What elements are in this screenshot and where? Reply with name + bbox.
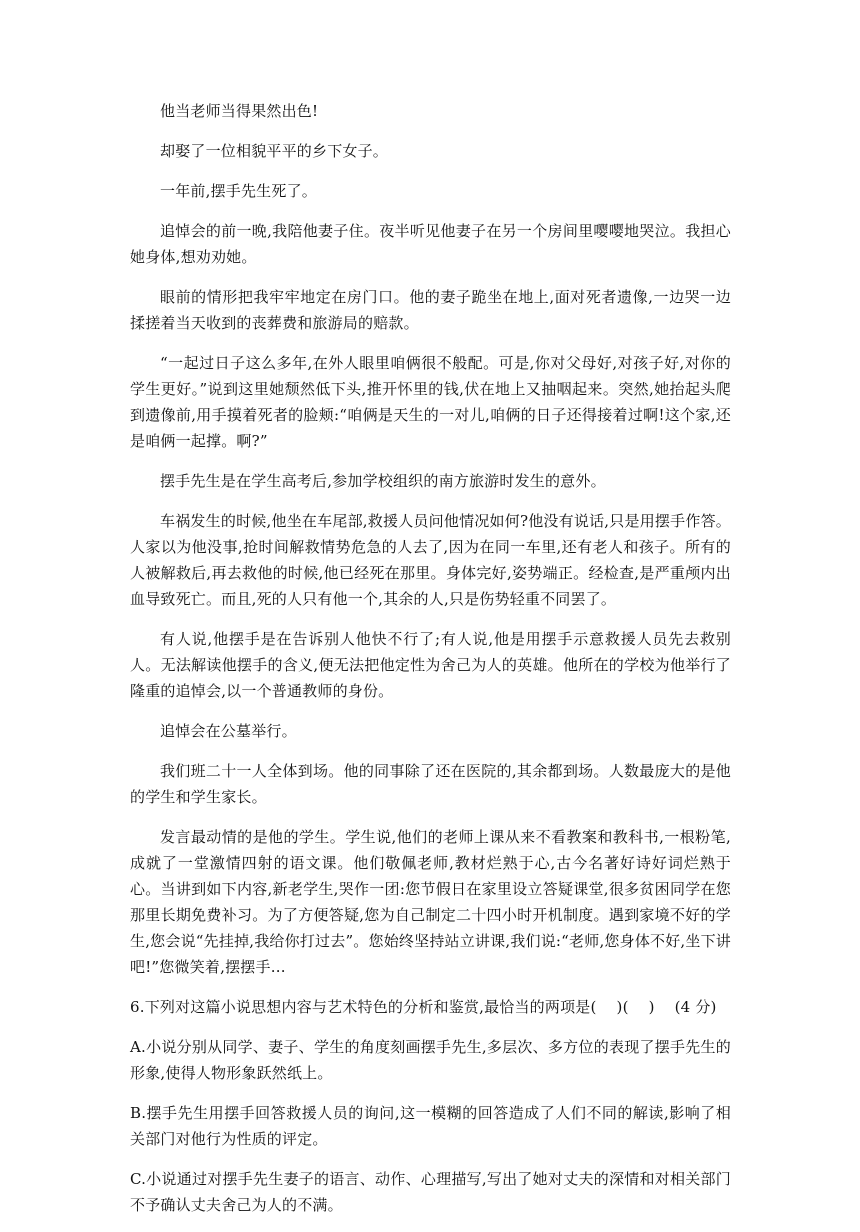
question-stem-mid: )(: [616, 998, 629, 1016]
paragraph: 眼前的情形把我牢牢地定在房门口。他的妻子跪坐在地上,面对死者遗像,一边哭一边揉搓着当天收到的丧葬费和旅游局的赔款。: [130, 288, 731, 332]
paragraph: 追悼会的前一晚,我陪他妻子住。夜半听见他妻子在另一个房间里嘤嘤地哭泣。我担心她身体,想劝劝她。: [130, 222, 731, 266]
story-body: [130, 98, 731, 1232]
question-score: (4 分): [674, 998, 717, 1016]
paragraph: “一起过日子这么多年,在外人眼里咱俩很不般配。可是,你对父母好,对孩子好,对你的学生更好。”说到这里她颓然低下头,推开怀里的钱,伏在地上又抽咽起来。突然,她抬起头爬到遗像前,用手摸着死者的脸颊:“咱俩是天生的一对儿,咱俩的日子还得接着过啊!这个家,还是咱俩一起撑。啊?”: [130, 354, 731, 450]
option-a: A.小说分别从同学、妻子、学生的角度刻画摆手先生,多层次、多方位的表现了摆手先生的形象,使得人物形象跃然纸上。: [130, 1038, 731, 1082]
paragraph: 车祸发生的时候,他坐在车尾部,救援人员问他情况如何?他没有说话,只是用摆手作答。人家以为他没事,抢时间解救情势危急的人去了,因为在同一车里,还有老人和孩子。所有的人被解救后,再去救他的时候,他已经死在那里。身体完好,姿势端正。经检查,是严重颅内出血导致死亡。而且,死的人只有他一个,其余的人,只是伤势轻重不同罢了。: [130, 512, 731, 608]
question-stem-end: ): [648, 998, 655, 1016]
paragraph: 我们班二十一人全体到场。他的同事除了还在医院的,其余都到场。人数最庞大的是他的学生和学生家长。: [130, 762, 731, 806]
option-c: C.小说通过对摆手先生妻子的语言、动作、心理描写,写出了她对丈夫的深情和对相关部门不予确认丈夫舍己为人的不满。: [130, 1170, 731, 1214]
option-b: B.摆手先生用摆手回答救援人员的询问,这一模糊的回答造成了人们不同的解读,影响了相关部门对他行为性质的评定。: [130, 1104, 731, 1148]
paragraph: 一年前,摆手先生死了。: [160, 182, 317, 200]
question-stem: [130, 994, 731, 1020]
paragraph: 摆手先生是在学生高考后,参加学校组织的南方旅游时发生的意外。: [160, 472, 606, 490]
paragraph: 发言最动情的是他的学生。学生说,他们的老师上课从来不看教案和教科书,一根粉笔,成就了一堂激情四射的语文课。他们敬佩老师,教材烂熟于心,古今名著好诗好词烂熟于心。当讲到如下内容,新老学生,哭作一团:您节假日在家里设立答疑课堂,很多贫困同学在您那里长期免费补习。为了方便答疑,您为自己制定二十四小时开机制度。遇到家境不好的学生,您会说“先挂掉,我给你打过去”。您始终坚持站立讲课,我们说:“老师,您身体不好,坐下讲吧!”您微笑着,摆摆手…: [130, 828, 731, 976]
question-stem-text: 6.下列对这篇小说思想内容与艺术特色的分析和鉴赏,最恰当的两项是(: [130, 998, 597, 1016]
paragraph: 却娶了一位相貌平平的乡下女子。: [160, 142, 389, 160]
paragraph: 他当老师当得果然出色!: [160, 102, 319, 120]
paragraph: 追悼会在公墓举行。: [160, 722, 297, 740]
paragraph: 有人说,他摆手是在告诉别人他快不行了;有人说,他是用摆手示意救援人员先去救别人。无法解读他摆手的含义,便无法把他定性为舍己为人的英雄。他所在的学校为他举行了隆重的追悼会,以一个普通教师的身份。: [130, 630, 731, 700]
